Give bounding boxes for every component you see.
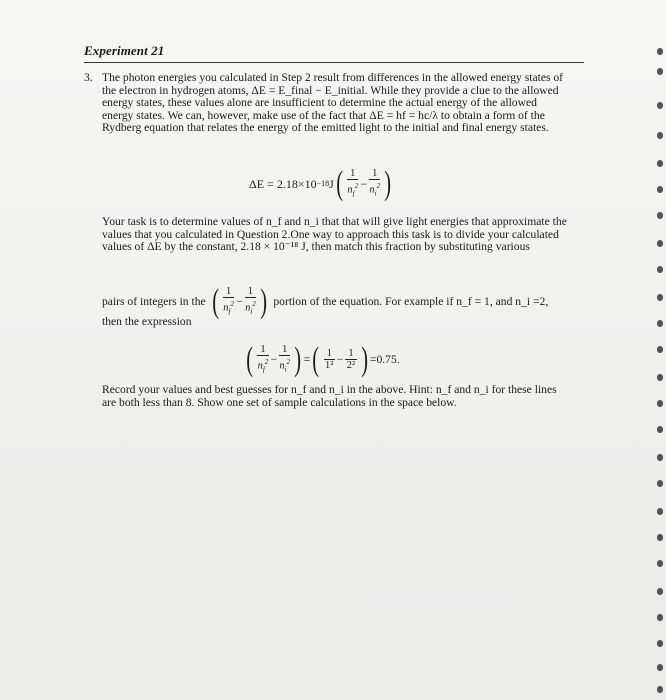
question-number: 3. [84,71,93,84]
example-frac-d: $\frac{1}{\text{2²}}$ [346,347,356,371]
fraction-ni [369,168,380,200]
fraction-nf-denominator: $n_f^2$ [347,182,359,198]
header-bar [84,42,584,63]
binder-edge [652,0,666,700]
equation-minus: − [360,176,368,191]
example-frac-a: $\frac{1}{n_f^2}$ [257,344,269,374]
example-equation: ( $\frac{1}{n_f^2}$ − $\frac{1}{n_i^2}$ ) = ( $\frac{1}{\text{1²}}$ − $\frac{1}{\text{2²}}$ ) =0.75. [246,340,400,378]
fraction-ni-numerator: 1 [369,168,380,180]
fraction-nf [347,168,358,200]
rydberg-equation [249,164,394,202]
example-result: =0.75. [369,352,400,366]
pairs-suffix: portion of the equation. For example if n_f = 1, and n_i =2, [273,294,549,308]
pairs-fraction-ni: $\frac{1}{n_i^2}$ [245,286,256,316]
then-expression-label: then the expression [102,315,192,328]
experiment-title: Experiment 21 [84,43,165,58]
pairs-close-paren: ) [260,282,268,320]
pairs-fraction-nf: $\frac{1}{n_f^2}$ [223,286,234,316]
pairs-prefix: pairs of integers in the [102,294,206,308]
equation-lhs: ΔE = 2.18×10 [249,176,317,191]
fraction-ni-denominator: $n_i^2$ [369,182,381,198]
question-paragraph-task: Your task is to determine values of n_f and n_i that that will give light energies that approximate the values that you calculated in Question 2.One way to approach this task is to divide your calculated values of ΔE by the constant, 2.18 × 10⁻¹⁸ J, then match this fraction by substituting various [102,215,567,254]
pairs-line: pairs of integers in the ( $\frac{1}{n_f^2}$ − $\frac{1}{n_i^2}$ ) portion of the equation. For example if n_f = 1, and n_i =2, [102,282,549,320]
equation-unit: J [329,176,334,191]
question-paragraph-record: Record your values and best guesses for n_f and n_i in the above. Hint: n_f and n_i for these lines are both less than 8. Show one set of sample calculations in the space below. [102,383,557,409]
close-paren: ) [384,164,392,202]
equation-exponent: −18 [316,178,330,188]
fraction-nf-numerator: 1 [347,168,358,180]
question-paragraph-intro: The photon energies you calculated in Step 2 result from differences in the allowed energy states of the electron in hydrogen atoms, ΔE = E_final − E_initial. While they provide a clue to the allowed energy states, these values alone are insufficient to determine the actual energy of the allowed energy states. We can, however, make use of the fact that ΔE = hf = hc/λ to obtain a form of the Rydberg equation that relates the energy of the emitted light to the initial and final energy states. [102,71,564,135]
open-paren: ( [336,164,343,202]
example-frac-c: $\frac{1}{\text{1²}}$ [325,347,334,371]
example-frac-b: $\frac{1}{n_i^2}$ [279,344,291,374]
pairs-open-paren: ( [211,282,219,320]
